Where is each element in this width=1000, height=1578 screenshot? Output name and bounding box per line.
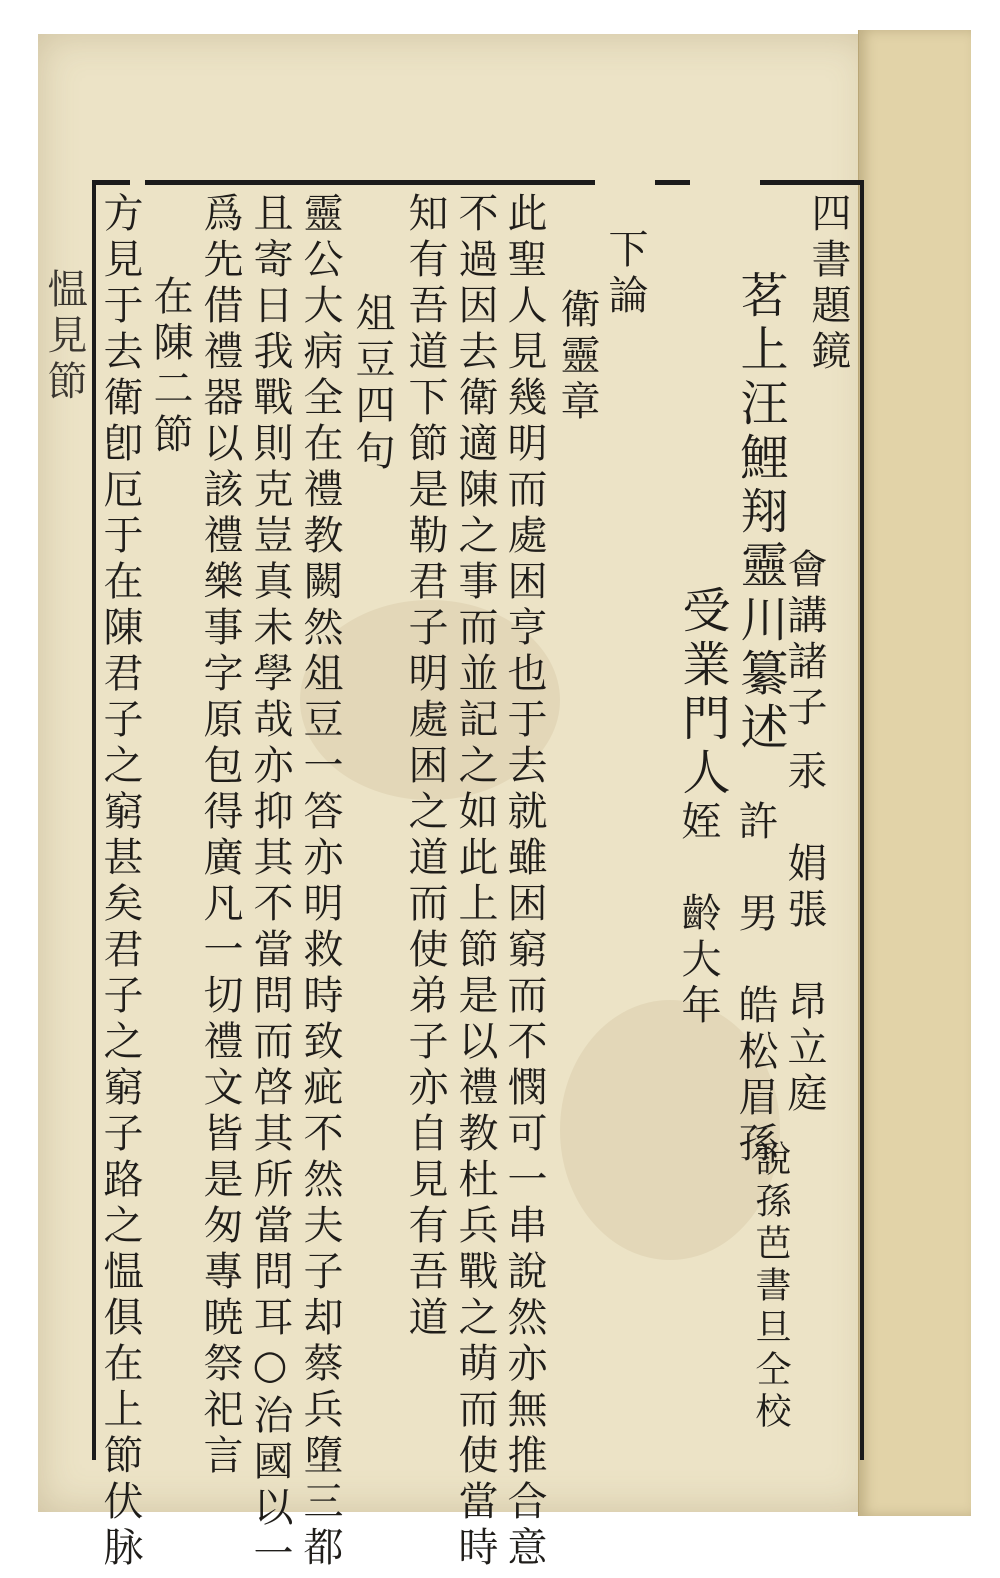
- frame-top-border: [760, 180, 864, 185]
- disciples-label: 受業門人: [674, 585, 730, 801]
- nephew-line: 姪 齡大年: [675, 800, 721, 1030]
- proofreader-line: 說孫芭書旦仝校: [750, 1140, 791, 1434]
- body-column-1: 此聖人見幾明而處困亨也于去就雖困窮而不憫可一串說然亦無推合意: [501, 192, 547, 1572]
- body-column-7: 方見于去衛卽厄于在陳君子之窮甚矣君子之窮子路之愠俱在上節伏脉: [97, 192, 143, 1572]
- body-column-4: 靈公大病全在禮教闕然俎豆一答亦明救時致疵不然夫子却蔡兵墮三都: [297, 192, 343, 1572]
- sub-heading-1: 俎豆四句: [349, 292, 395, 476]
- body-column-3: 知有吾道下節是勒君子明處困之道而使弟子亦自見有吾道: [402, 192, 448, 1342]
- left-margin-label: 愠見節: [41, 268, 87, 406]
- author-line: 茗上汪鯉翔靈川纂述: [732, 270, 788, 756]
- body-column-5: 且寄日我戰則克豈真未學哉亦抑其不當問而啓其所當問耳○治國以一: [247, 192, 293, 1578]
- chapter-title: 衛靈章: [554, 288, 600, 426]
- header-title: 四書題鏡: [805, 192, 851, 376]
- section-heading: 下論: [602, 228, 648, 320]
- body-column-2: 不過因去衛適陳之事而並記之如此上節是以禮教杜兵戰之萌而使當時: [452, 192, 498, 1572]
- disciples-names: 許 男 皓松眉孫: [732, 800, 778, 1168]
- frame-top-border: [145, 180, 595, 185]
- frame-top-border: [92, 180, 130, 185]
- body-column-6: 爲先借禮器以該禮樂事字原包得廣凡一切禮文皆是匆專暁祭祀言: [197, 192, 243, 1480]
- frame-top-border: [655, 180, 690, 185]
- book-spine: [858, 30, 971, 1516]
- frame-right-border: [860, 180, 864, 1460]
- collaborators-label: 會講諸子: [781, 548, 827, 732]
- frame-left-border: [92, 180, 96, 1460]
- collaborators-names: 汞 娟張 昂立庭: [781, 750, 827, 1118]
- sub-heading-2: 在陳二節: [147, 275, 193, 459]
